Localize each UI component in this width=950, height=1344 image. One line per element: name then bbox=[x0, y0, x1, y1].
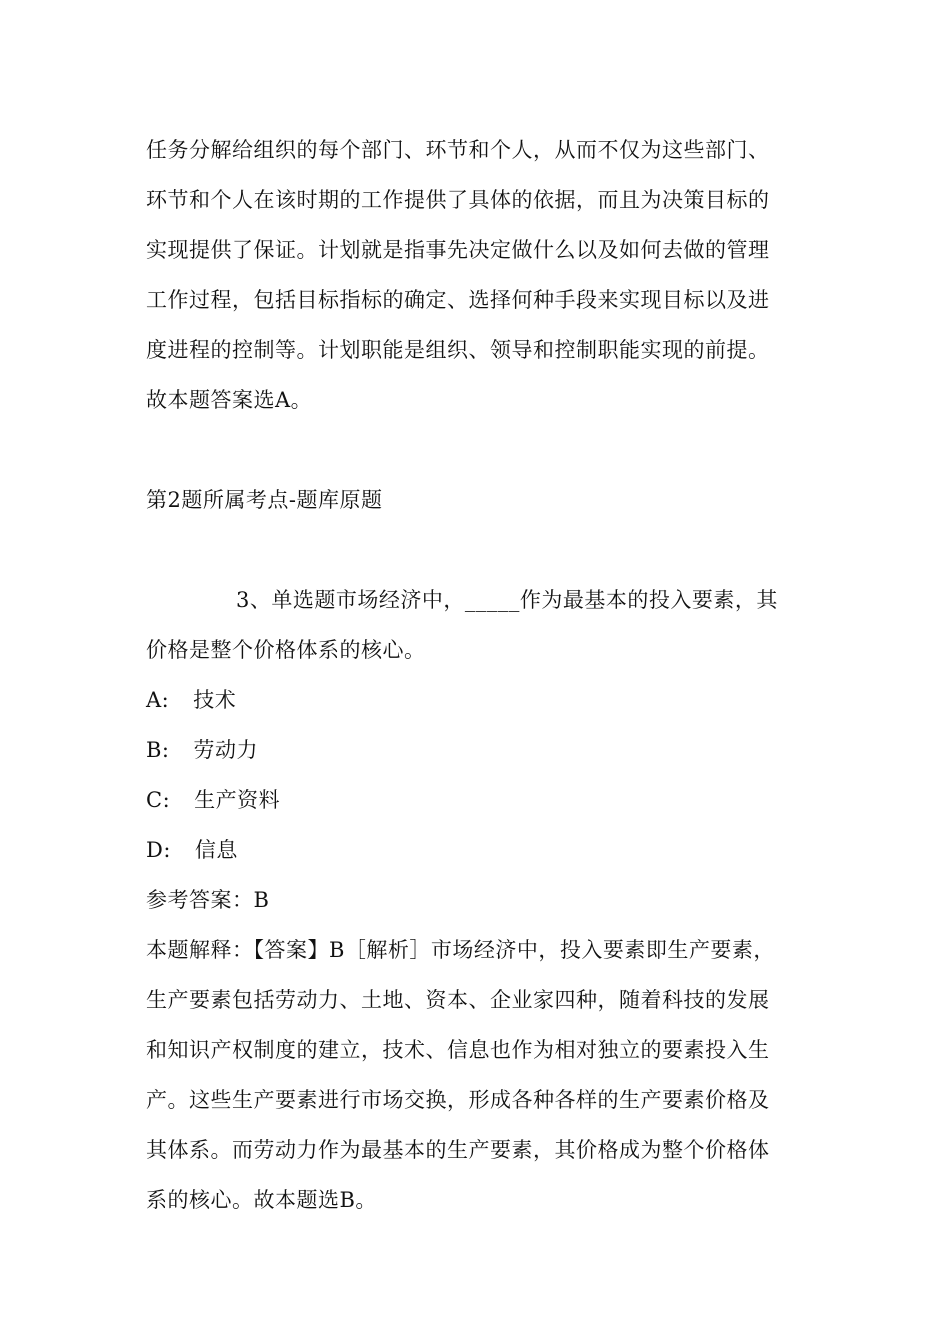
explanation-line-3: 和知识产权制度的建立，技术、信息也作为相对独立的要素投入生 bbox=[146, 1038, 770, 1062]
prev-explanation-line-6: 故本题答案选A。 bbox=[146, 388, 313, 412]
question-stem-line-1: 3、单选题市场经济中，_____作为最基本的投入要素，其 bbox=[236, 588, 778, 612]
prev-explanation-line-5: 度进程的控制等。计划职能是组织、领导和控制职能实现的前提。 bbox=[146, 338, 770, 362]
explanation-line-1: 本题解释：【答案】B［解析］市场经济中，投入要素即生产要素， bbox=[146, 938, 775, 962]
option-a-label: A: bbox=[146, 688, 170, 712]
explanation-line-6: 系的核心。故本题选B。 bbox=[146, 1188, 377, 1212]
prev-explanation-line-4: 工作过程，包括目标指标的确定、选择何种手段来实现目标以及进 bbox=[146, 288, 770, 312]
reference-answer: 参考答案：B bbox=[146, 888, 270, 912]
explanation-line-4: 产。这些生产要素进行市场交换，形成各种各样的生产要素价格及 bbox=[146, 1088, 770, 1112]
option-d-label: D: bbox=[146, 838, 171, 862]
prev-explanation-line-3: 实现提供了保证。计划就是指事先决定做什么以及如何去做的管理 bbox=[146, 238, 770, 262]
option-b-text: 劳动力 bbox=[193, 738, 259, 762]
option-a-text: 技术 bbox=[193, 688, 237, 712]
option-c bbox=[146, 786, 806, 814]
explanation-line-2: 生产要素包括劳动力、土地、资本、企业家四种，随着科技的发展 bbox=[146, 988, 770, 1012]
option-c-text: 生产资料 bbox=[194, 788, 281, 812]
option-c-label: C: bbox=[146, 788, 171, 812]
question-stem-line-2: 价格是整个价格体系的核心。 bbox=[146, 638, 426, 662]
option-d-text: 信息 bbox=[194, 838, 238, 862]
prev-explanation-line-2: 环节和个人在该时期的工作提供了具体的依据，而且为决策目标的 bbox=[146, 188, 770, 212]
prev-explanation-line-1: 任务分解给组织的每个部门、环节和个人，从而不仅为这些部门、 bbox=[146, 138, 770, 162]
option-b-label: B: bbox=[146, 738, 170, 762]
knowledge-point: 第2题所属考点-题库原题 bbox=[146, 488, 383, 512]
explanation-line-5: 其体系。而劳动力作为最基本的生产要素，其价格成为整个价格体 bbox=[146, 1138, 770, 1162]
option-a bbox=[146, 686, 806, 714]
option-b bbox=[146, 736, 806, 764]
option-d bbox=[146, 836, 806, 864]
